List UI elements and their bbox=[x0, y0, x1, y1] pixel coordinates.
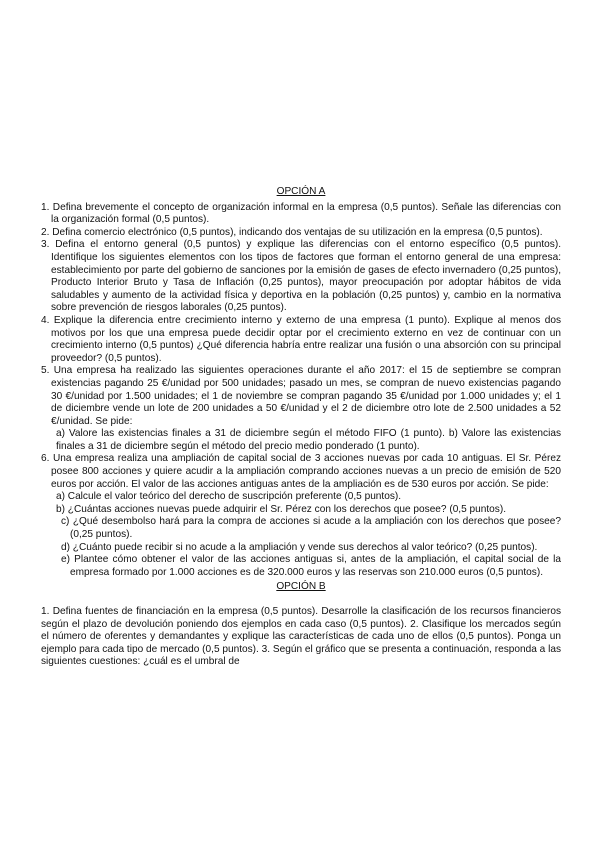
option-a-heading: OPCIÓN A bbox=[276, 186, 326, 197]
question-5: 5. Una empresa ha realizado las siguientes operaciones durante el año 2017: el 15 de septiembre se compran existencias pagando 25 €/unidad por 500 unidades; pasado un mes, se compran de nuevo existencias pagando 30 €/unidad por 1.500 unidades; el 1 de noviembre se compran pagando 35 €/unidad por 1.000 unidades y; el 1 de diciembre vende un lote de 200 unidades a 50 €/unidad y el 2 de diciembre otro lote de 2.500 unidades a 52 €/unidad. Se pide: bbox=[41, 365, 561, 427]
option-b-heading: OPCIÓN B bbox=[276, 581, 326, 593]
question-6c: c) ¿Qué desembolso hará para la compra de acciones si acude a la ampliación con los derechos que posee? (0,25 puntos). bbox=[61, 516, 561, 541]
question-6: 6. Una empresa realiza una ampliación de capital social de 3 acciones nuevas por cada 10 antiguas. El Sr. Pérez posee 800 acciones y quiere acudir a la ampliación comprando acciones nuevas a un precio de emisión de 520 euros por acción. El valor de las acciones antiguas antes de la ampliación es de 530 euros por acción. Se pide: bbox=[41, 453, 561, 490]
question-6d: d) ¿Cuánto puede recibir si no acude a la ampliación y vende sus derechos al valor teórico? (0,25 puntos). bbox=[61, 541, 538, 553]
question-6b: b) ¿Cuántas acciones nuevas puede adquirir el Sr. Pérez con los derechos que posee? (0,5 puntos). bbox=[56, 503, 507, 515]
question-5-parts: a) Valore las existencias finales a 31 de diciembre según el método FIFO (1 punto). b) Valore las existencias finales a 31 de diciembre según el método del precio medio ponderado (1 punto). bbox=[56, 428, 561, 452]
question-4: 4. Explique la diferencia entre crecimiento interno y externo de una empresa (1 punto). Explique al menos dos motivos por los que una empresa puede decidir optar por el crecimiento externo en vez de continuar con un crecimiento interno (0,5 puntos) ¿Qué diferencia habría entre realizar una fusión o una absorción con su principal proveedor? (0,5 puntos). bbox=[41, 314, 561, 364]
exam-page bbox=[41, 186, 561, 669]
question-1: 1. Defina brevemente el concepto de organización informal en la empresa (0,5 puntos). Señale las diferencias con la organización formal (0,5 puntos). bbox=[41, 201, 561, 226]
question-3: 3. Defina el entorno general (0,5 puntos) y explique las diferencias con el entorno específico (0,5 puntos). Identifique los siguientes elementos con los tipos de factores que forman el entorno general de una empresa: establecimiento por parte del gobierno de sanciones por la emisión de gases de efecto invernadero (0,25 puntos), Producto Interior Bruto y Tasa de Inflación (0,25 puntos), mayor preocupación por adoptar hábitos de vida saludables y aumento de la actividad física y deportiva en la población (0,25 puntos) y, cambio en la normativa sobre prevención de riesgos laborales (0,25 puntos). bbox=[41, 239, 561, 314]
question-6e: e) Plantee cómo obtener el valor de las acciones antiguas si, antes de la ampliación, el capital social de la empresa formado por 1.000 acciones es de 320.000 euros y las reservas son 210.000 euros (0,5 puntos). bbox=[61, 554, 561, 578]
option-b-body: 1. Defina fuentes de financiación en la empresa (0,5 puntos). Desarrolle la clasificación de los recursos financieros según el plazo de devolución poniendo dos ejemplos en cada caso (0,5 puntos). 2. Clasifique los mercados según el número de oferentes y demandantes y explique las características de cada uno de ellos (0,5 puntos). Ponga un ejemplo para cada tipo de mercado (0,5 puntos). 3. Según el gráfico que se presenta a continuación, responda a las siguientes cuestiones: ¿cuál es el umbral de bbox=[41, 606, 561, 668]
question-6a: a) Calcule el valor teórico del derecho de suscripción preferente (0,5 puntos). bbox=[56, 491, 402, 503]
question-2: 2. Defina comercio electrónico (0,5 puntos), indicando dos ventajas de su utilización en la empresa (0,5 puntos). bbox=[41, 226, 543, 238]
